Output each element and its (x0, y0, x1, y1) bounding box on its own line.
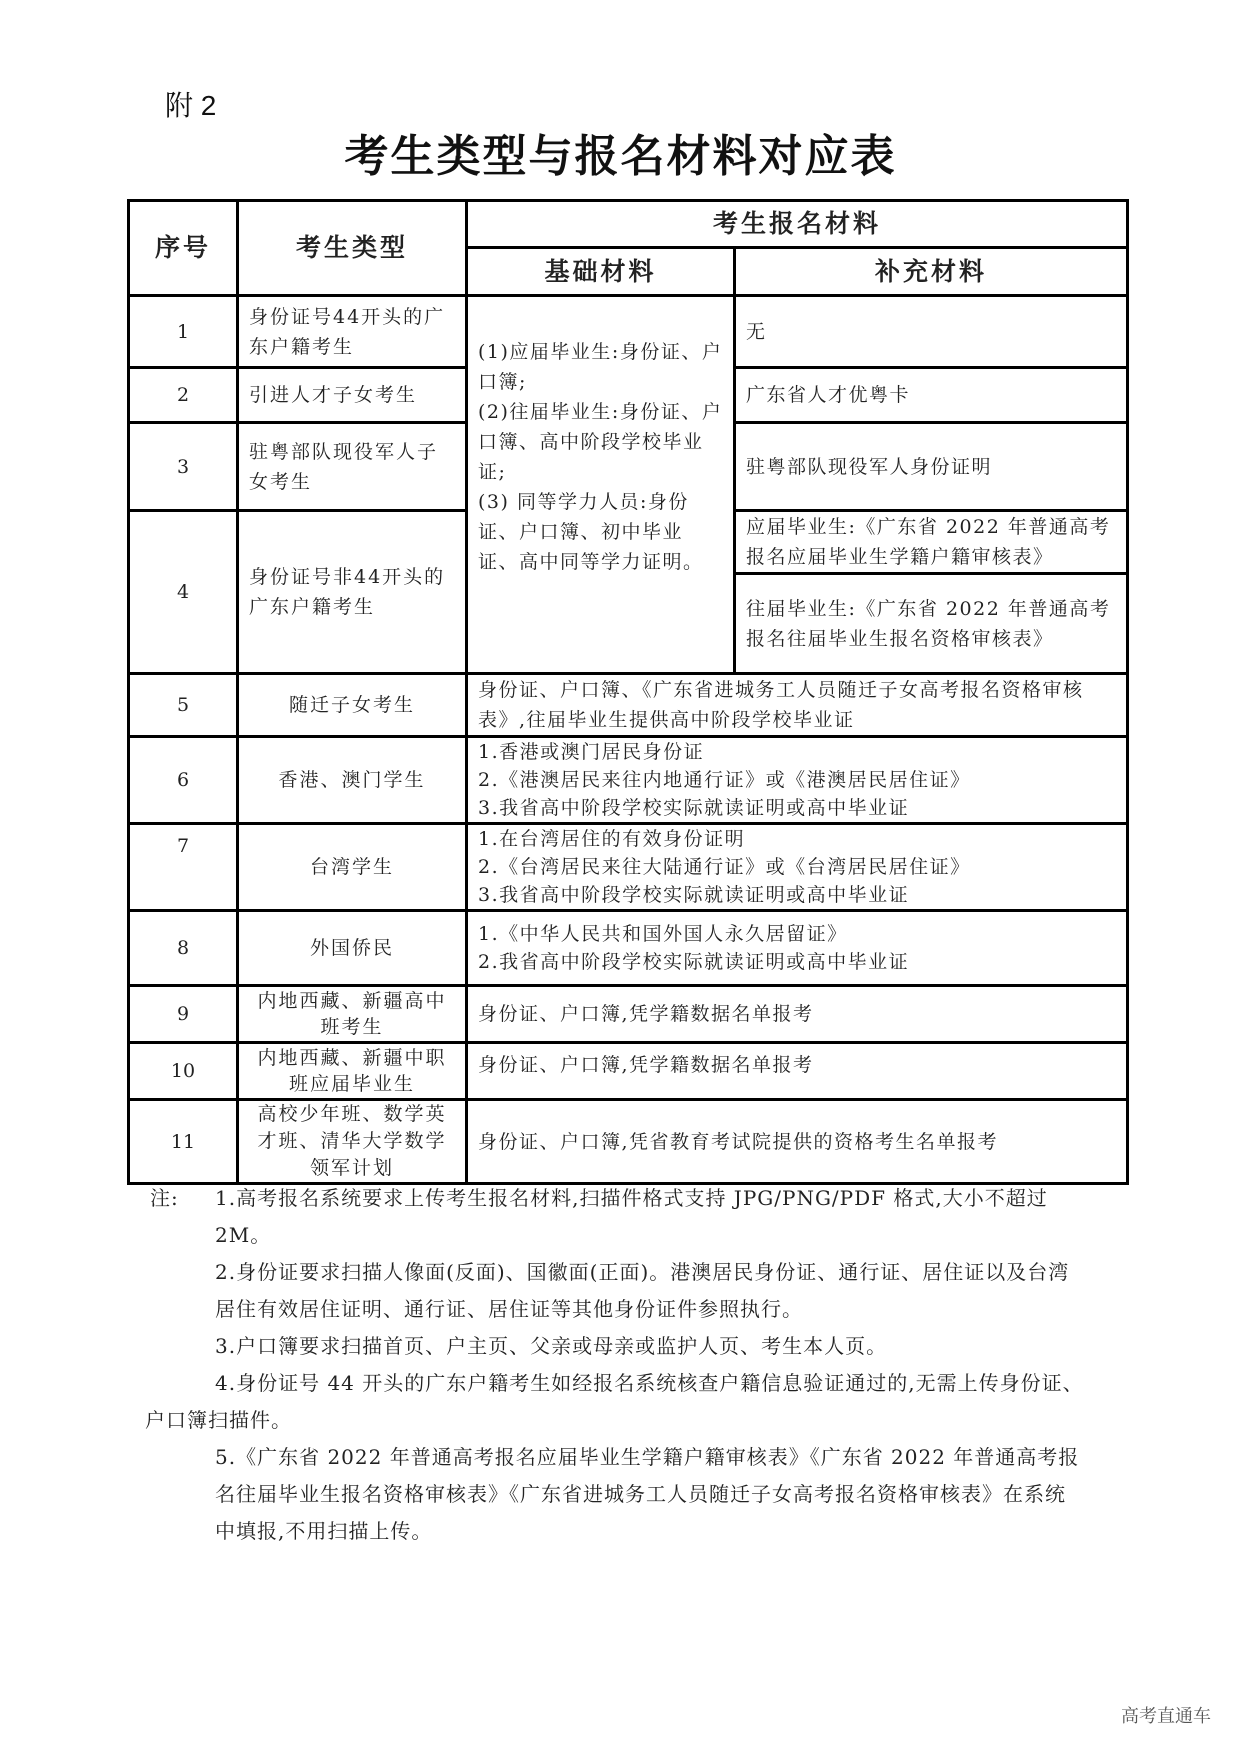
table-row (129, 986, 1128, 1043)
note-item (165, 1328, 1085, 1365)
row-supplementary: 无 (735, 296, 1128, 368)
row-materials (467, 1100, 1128, 1184)
page-title: 考生类型与报名材料对应表 (344, 131, 897, 182)
row-materials (467, 986, 1128, 1043)
row-no: 7 (129, 824, 238, 911)
row-supplementary-previous: 往届毕业生:《广东省 2022 年普通高考报名往届毕业生报名资格审核表》 (735, 574, 1128, 674)
row-no: 2 (129, 368, 238, 423)
table-row (129, 1100, 1128, 1184)
material-item: 1.香港或澳门居民身份证 (478, 741, 705, 763)
notes-section (145, 1180, 1085, 1550)
row-type: 内地西藏、新疆中职班应届毕业生 (238, 1043, 467, 1100)
basic-item: (2)往届毕业生:身份证、户口簿、高中阶段学校毕业证; (478, 401, 723, 483)
row-no: 9 (129, 986, 238, 1043)
row-materials (467, 911, 1128, 986)
row-type: 身份证号44开头的广东户籍考生 (238, 296, 467, 368)
material-item: 2.我省高中阶段学校实际就读证明或高中毕业证 (478, 951, 910, 973)
note-text: 1.高考报名系统要求上传考生报名材料,扫描件格式支持 JPG/PNG/PDF 格式,大小不超过 2M。 (215, 1186, 1048, 1247)
row-supplementary: 广东省人才优粤卡 (735, 368, 1128, 423)
row-type: 高校少年班、数学英才班、清华大学数学领军计划 (238, 1100, 467, 1184)
row-supplementary-current: 应届毕业生:《广东省 2022 年普通高考报名应届毕业生学籍户籍审核表》 (735, 511, 1128, 574)
note-item (145, 1365, 1085, 1439)
row-no: 3 (129, 423, 238, 511)
table-row (129, 674, 1128, 737)
row-no: 10 (129, 1043, 238, 1100)
row-no: 6 (129, 737, 238, 824)
note-item (150, 1180, 1085, 1254)
header-no: 序号 (129, 201, 238, 296)
header-row-1 (129, 201, 1128, 248)
table-row (129, 737, 1128, 824)
header-type: 考生类型 (238, 201, 467, 296)
header-basic: 基础材料 (467, 248, 735, 296)
row-no: 4 (129, 511, 238, 674)
table-row (129, 911, 1128, 986)
row-no: 11 (129, 1100, 238, 1184)
basic-item: (1)应届毕业生:身份证、户口簿; (478, 341, 723, 393)
annex-label: 附 2 (165, 90, 217, 121)
material-item: 1.在台湾居住的有效身份证明 (478, 828, 746, 850)
note-item (165, 1254, 1085, 1328)
material-item: 2.《台湾居民来往大陆通行证》或《台湾居民居住证》 (478, 856, 971, 878)
note-item (165, 1439, 1085, 1550)
row-type: 外国侨民 (238, 911, 467, 986)
material-item: 2.《港澳居民来往内地通行证》或《港澳居民居住证》 (478, 769, 971, 791)
table-row (129, 1043, 1128, 1100)
note-text: 3.户口簿要求扫描首页、户主页、父亲或母亲或监护人页、考生本人页。 (215, 1334, 888, 1358)
row-materials (467, 824, 1128, 911)
row-supplementary: 驻粤部队现役军人身份证明 (735, 423, 1128, 511)
header-materials: 考生报名材料 (467, 201, 1128, 248)
row-materials (467, 1043, 1128, 1100)
material-item: 1.《中华人民共和国外国人永久居留证》 (478, 923, 848, 945)
row-type: 台湾学生 (238, 824, 467, 911)
row-type: 香港、澳门学生 (238, 737, 467, 824)
notes-label: 注: (150, 1186, 179, 1210)
row-no: 1 (129, 296, 238, 368)
material-item: 身份证、户口簿、《广东省进城务工人员随迁子女高考报名资格审核表》,往届毕业生提供高中阶段学校毕业证 (478, 679, 1084, 731)
row-no: 5 (129, 674, 238, 737)
watermark: 高考直通车 (1121, 1706, 1211, 1727)
row-type: 引进人才子女考生 (238, 368, 467, 423)
table-row (129, 824, 1128, 911)
material-item: 身份证、户口簿,凭学籍数据名单报考 (478, 1003, 814, 1025)
row-type: 内地西藏、新疆高中班考生 (238, 986, 467, 1043)
material-item: 身份证、户口簿,凭省教育考试院提供的资格考生名单报考 (478, 1130, 999, 1153)
row-materials (467, 674, 1128, 737)
row-type: 身份证号非44开头的广东户籍考生 (238, 511, 467, 674)
header-supplementary: 补充材料 (735, 248, 1128, 296)
row-type: 驻粤部队现役军人子女考生 (238, 423, 467, 511)
material-item: 身份证、户口簿,凭学籍数据名单报考 (478, 1054, 814, 1076)
row-no: 8 (129, 911, 238, 986)
note-text: 5.《广东省 2022 年普通高考报名应届毕业生学籍户籍审核表》《广东省 2022 年普通高考报名往届毕业生报名资格审核表》《广东省进城务工人员随迁子女高考报名资格审核表》在系统中填报,不用扫描上传。 (215, 1445, 1080, 1543)
table-row (129, 296, 1128, 368)
materials-table (127, 199, 1129, 1185)
note-text: 4.身份证号 44 开头的广东户籍考生如经报名系统核查户籍信息验证通过的,无需上传身份证、户口簿扫描件。 (145, 1371, 1084, 1432)
basic-item: (3) 同等学力人员:身份证、户口簿、初中毕业证、高中同等学力证明。 (478, 491, 704, 573)
basic-materials-shared (467, 296, 735, 674)
row-type: 随迁子女考生 (238, 674, 467, 737)
row-materials (467, 737, 1128, 824)
material-item: 3.我省高中阶段学校实际就读证明或高中毕业证 (478, 884, 910, 906)
material-item: 3.我省高中阶段学校实际就读证明或高中毕业证 (478, 797, 910, 819)
note-text: 2.身份证要求扫描人像面(反面)、国徽面(正面)。港澳居民身份证、通行证、居住证以及台湾居住有效居住证明、通行证、居住证等其他身份证件参照执行。 (215, 1260, 1070, 1321)
